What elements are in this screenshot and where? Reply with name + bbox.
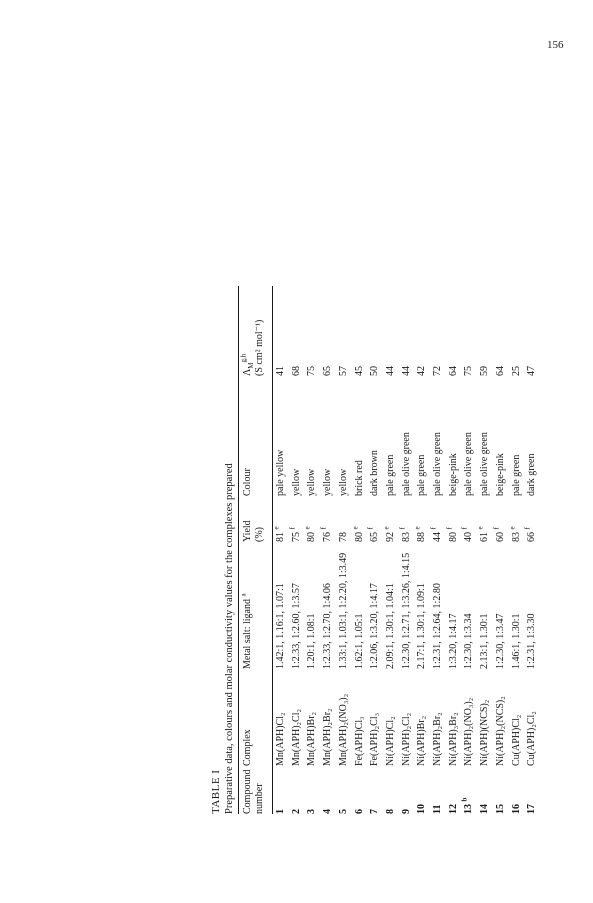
cell-yield: 44 $^f$ [429, 527, 443, 542]
cell-complex: Mn(APH)₂Cl₂ [290, 709, 302, 766]
cell-compound-number: 10 [416, 804, 428, 814]
cell-complex: Fe(APH)₂Cl₃ [369, 712, 381, 766]
cell-molar-conductivity: 64 [494, 366, 506, 376]
cell-molar-conductivity: 65 [322, 366, 334, 376]
cell-yield: 83 $^e$ [508, 526, 522, 542]
cell-ratio: 1:2.30, 1:2.71, 1:3.26, 1:4.15 [400, 552, 412, 669]
cell-ratio: 1:2.30, 1:3.34 [463, 613, 475, 669]
cell-colour: dark brown [369, 450, 381, 496]
cell-molar-conductivity: 50 [369, 366, 381, 376]
cell-yield: 76 $^f$ [319, 527, 334, 542]
table-label: TABLE I [210, 769, 222, 814]
cell-colour: pale green [416, 454, 428, 496]
cell-yield: 40 $^f$ [461, 527, 475, 542]
cell-molar-conductivity: 25 [510, 366, 522, 376]
cell-yield: 80 $^e$ [304, 526, 318, 542]
cell-ratio: 1:2.33, 1:2.70, 1:4.06 [322, 583, 334, 669]
cell-complex: Ni(APH)Cl₂ [384, 716, 396, 766]
cell-complex: Ni(APH)₃Br₂ [447, 712, 459, 766]
cell-colour: pale yellow [275, 449, 286, 496]
cell-yield: 88 $^e$ [413, 526, 428, 542]
cell-yield: 66 $^f$ [523, 527, 538, 542]
cell-colour: yellow [322, 468, 334, 496]
cell-complex: Ni(APH)(NCS)₂ [479, 699, 491, 766]
cell-molar-conductivity: 75 [463, 366, 475, 376]
cell-ratio: 1.42:1, 1.16:1, 1.07:1 [275, 583, 286, 669]
cell-molar-conductivity: 75 [306, 366, 318, 376]
cell-compound-number: 16 [510, 804, 522, 814]
header-yield: Yield (%) [242, 520, 265, 542]
cell-complex: Ni(APH)₂Br₂ [432, 712, 443, 766]
cell-yield: 60 $^f$ [492, 527, 506, 542]
cell-complex: Cu(APH)₂Cl₂ [526, 711, 538, 766]
cell-colour: pale olive green [432, 432, 443, 496]
cell-molar-conductivity: 45 [353, 366, 365, 376]
cell-ratio: 1:2.30, 1:3.47 [494, 613, 506, 669]
cell-compound-number: 13 $^b$ [461, 797, 475, 814]
cell-ratio: 1:2.31, 1:2.64, 1:2.80 [432, 583, 443, 669]
cell-molar-conductivity: 41 [275, 366, 286, 376]
cell-colour: pale green [384, 454, 396, 496]
page-number: 156 [547, 39, 564, 51]
cell-compound-number: 11 [432, 804, 443, 814]
cell-compound-number: 12 [447, 804, 459, 814]
cell-complex: Ni(APH)₂(NCS)₂ [494, 696, 506, 766]
cell-ratio: 1:3.20, 1:4.17 [447, 613, 459, 669]
cell-ratio: 1.62:1, 1.05:1 [353, 613, 365, 669]
header-compound-number: Compound number [242, 769, 265, 814]
cell-compound-number: 4 [322, 809, 334, 814]
cell-yield: 78 [337, 532, 349, 542]
cell-compound-number: 5 [337, 809, 349, 814]
cell-molar-conductivity: 44 [400, 366, 412, 376]
cell-ratio: 1:2.31, 1:3.30 [526, 613, 538, 669]
table-1 [208, 282, 593, 842]
cell-compound-number: 3 [306, 809, 318, 814]
cell-compound-number: 1 [275, 809, 286, 814]
cell-complex: Fe(APH)Cl₃ [353, 716, 365, 766]
cell-molar-conductivity: 64 [447, 366, 459, 376]
cell-compound-number: 7 [369, 809, 381, 814]
header-ratio: Metal salt: ligand $^a$ [239, 593, 253, 669]
cell-complex: Mn(APH)Br₂ [306, 711, 318, 766]
cell-ratio: 1.20:1, 1.08:1 [306, 613, 318, 669]
cell-molar-conductivity: 59 [479, 366, 491, 376]
cell-complex: Ni(APH)₂Cl₂ [400, 712, 412, 766]
cell-complex: Mn(APH)₂Br₂ [322, 708, 334, 766]
cell-colour: yellow [337, 468, 349, 496]
cell-colour: yellow [290, 468, 302, 496]
cell-colour: brick red [353, 460, 365, 496]
cell-compound-number: 8 [384, 809, 396, 814]
cell-molar-conductivity: 72 [432, 366, 443, 376]
cell-yield: 92 $^e$ [382, 526, 396, 542]
cell-ratio: 1:2.06, 1:3.20, 1:4.17 [369, 583, 381, 669]
cell-colour: yellow [306, 468, 318, 496]
cell-complex: Cu(APH)Cl₂ [510, 714, 522, 766]
cell-ratio: 2.09:1, 1.30:1, 1.04:1 [384, 583, 396, 669]
cell-yield: 81 $^e$ [272, 526, 286, 542]
cell-yield: 75 $^f$ [288, 527, 302, 542]
cell-compound-number: 15 [494, 804, 506, 814]
cell-colour: pale olive green [400, 432, 412, 496]
cell-yield: 80 $^e$ [351, 526, 365, 542]
top-rule [238, 286, 239, 814]
cell-molar-conductivity: 44 [384, 366, 396, 376]
cell-complex: Mn(APH)Cl₂ [275, 712, 286, 766]
cell-complex: Mn(APH)₂(NO₃)₂ [337, 693, 349, 766]
header-molar-conductivity: $\Lambda_M^{g,h}$ (S cm² mol⁻¹) [239, 319, 265, 376]
cell-ratio: 2.17:1, 1.30:1, 1.09:1 [416, 583, 428, 669]
cell-molar-conductivity: 68 [290, 366, 302, 376]
cell-molar-conductivity: 42 [416, 366, 428, 376]
cell-ratio: 1.46:1, 1.30:1 [510, 613, 522, 669]
cell-compound-number: 14 [479, 804, 491, 814]
cell-colour: pale green [510, 454, 522, 496]
cell-molar-conductivity: 47 [526, 366, 538, 376]
cell-compound-number: 2 [290, 809, 302, 814]
cell-yield: 80 $^f$ [445, 527, 459, 542]
cell-colour: beige-pink [494, 453, 506, 496]
cell-complex: Ni(APH)₂(NO₃)₂ [463, 697, 475, 766]
cell-ratio: 1.33:1, 1.03:1, 1:2.20, 1:3.49 [337, 552, 349, 669]
cell-yield: 65 $^f$ [366, 527, 381, 542]
cell-ratio: 1:2.33, 1:2.60, 1:3.57 [290, 583, 302, 669]
cell-colour: pale olive green [479, 432, 491, 496]
cell-molar-conductivity: 57 [337, 366, 349, 376]
cell-compound-number: 17 [526, 804, 538, 814]
header-rule [272, 286, 273, 814]
cell-compound-number: 6 [353, 809, 365, 814]
cell-ratio: 2.13:1, 1.30:1 [479, 613, 491, 669]
cell-colour: dark green [526, 453, 538, 496]
cell-yield: 61 $^e$ [476, 526, 491, 542]
cell-colour: pale olive green [463, 432, 475, 496]
cell-yield: 83 $^f$ [398, 527, 412, 542]
header-colour: Colour [242, 468, 253, 496]
cell-complex: Ni(APH)Br₂ [416, 715, 428, 766]
table-caption: Preparative data, colours and molar conductivity values for the complexes prepared [224, 463, 235, 814]
cell-colour: beige-pink [447, 453, 459, 496]
header-complex: Complex [242, 729, 253, 766]
cell-compound-number: 9 [400, 809, 412, 814]
